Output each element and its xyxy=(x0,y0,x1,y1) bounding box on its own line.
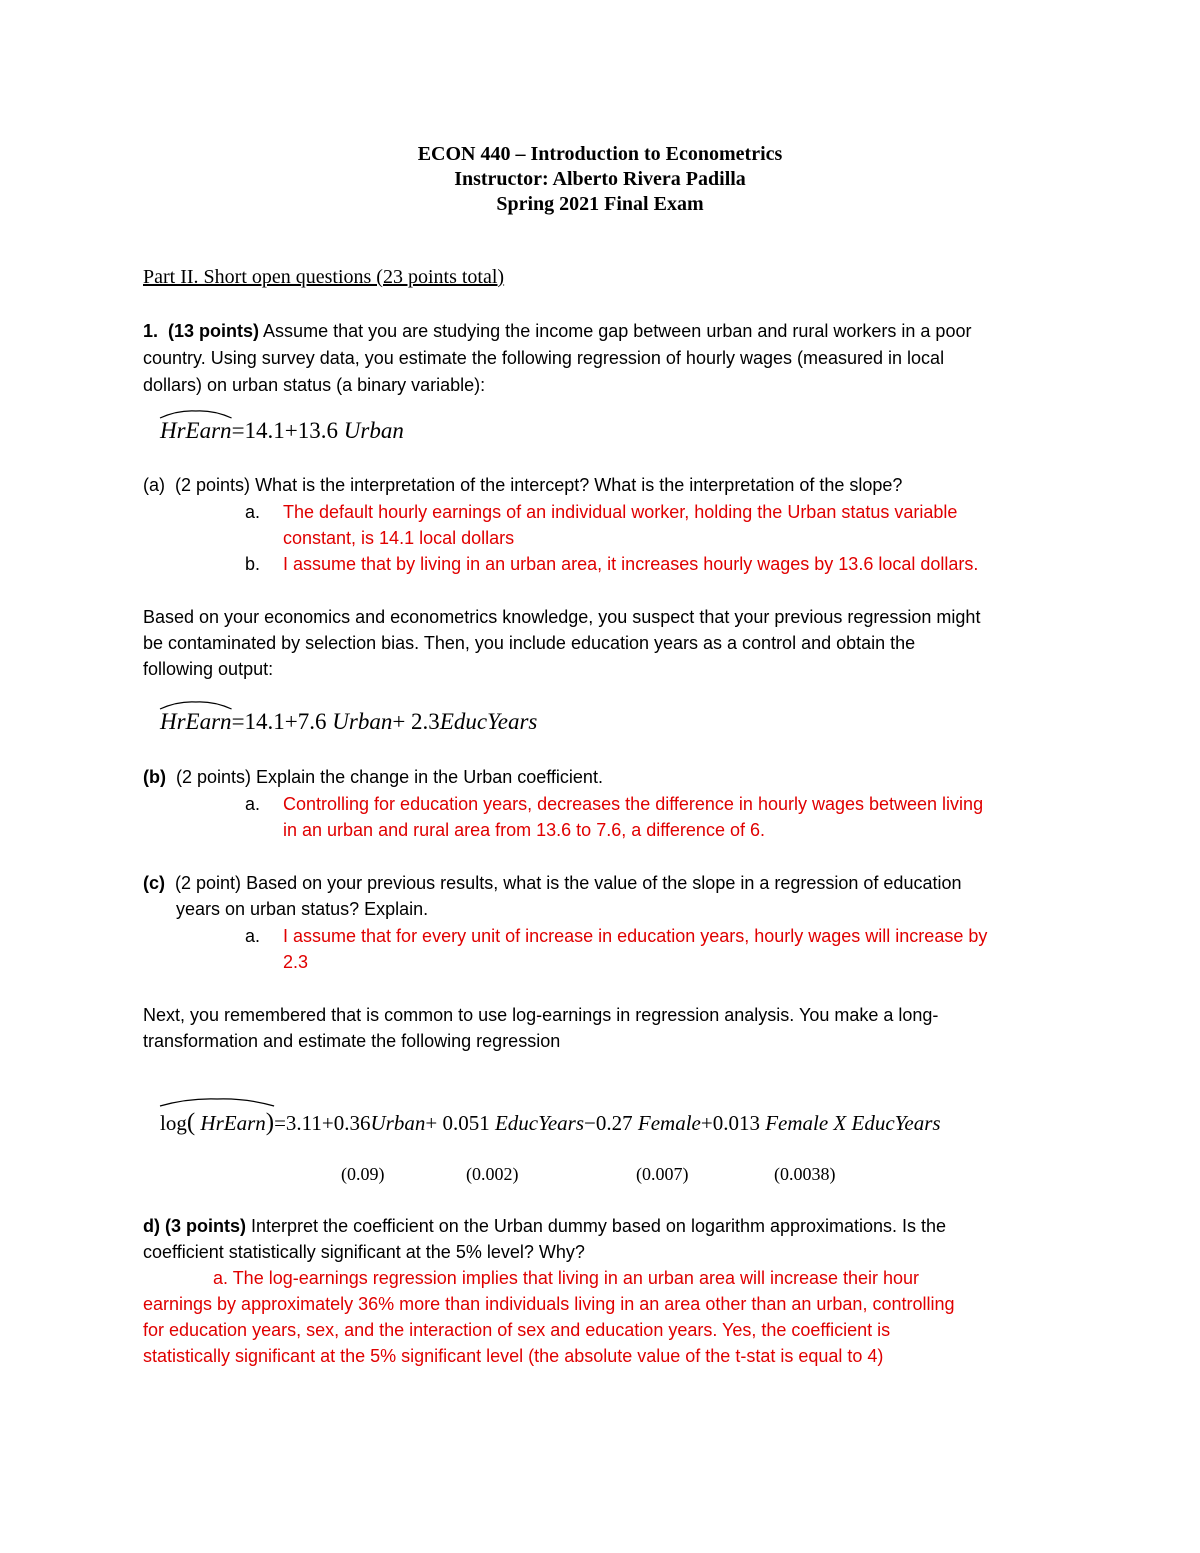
question-1-line-2: country. Using survey data, you estimate the following regression of hourly wages (measured in local xyxy=(143,348,945,368)
regression-equation-2 xyxy=(160,709,537,735)
equation-variable: Urban xyxy=(332,709,393,734)
answer-b-marker: b. xyxy=(245,554,261,574)
equation-coefficients: + 0.051 xyxy=(425,1111,490,1135)
question-text: Interpret the coefficient on the Urban dummy based on logarithm approximations. Is the xyxy=(246,1216,947,1236)
paragraph-3-line-1: Next, you remembered that is common to use log-earnings in regression analysis. You make a long- xyxy=(143,1005,939,1025)
answer-d-line-3: for education years, sex, and the interaction of sex and education years. Yes, the coefficient is xyxy=(143,1320,891,1340)
answer-text: The log-earnings regression implies that living in an urban area will increase their hour xyxy=(228,1268,920,1288)
answer-marker: a. xyxy=(245,794,261,814)
part-title: Part II. Short open questions (23 points total) xyxy=(143,266,505,288)
question-points: (2 points) xyxy=(176,767,252,787)
paragraph-2-line-3: following output: xyxy=(143,659,274,679)
answer-d-line-2: earnings by approximately 36% more than individuals living in an area other than an urban, controlling xyxy=(143,1294,955,1314)
log-operator: log xyxy=(160,1111,187,1135)
question-d-line-2: coefficient statistically significant at the 5% level? Why? xyxy=(143,1242,585,1262)
question-b xyxy=(143,764,603,790)
question-text: Explain the change in the Urban coefficient. xyxy=(251,767,603,787)
hat-term xyxy=(160,709,232,735)
question-1-line-3: dollars) on urban status (a binary variable): xyxy=(143,375,486,395)
answer-b-line-1: Controlling for education years, decreases the difference in hourly wages between living xyxy=(283,794,984,814)
equation-variable: EducYears xyxy=(439,709,538,734)
hat-term xyxy=(160,418,232,444)
question-text: Assume that you are studying the income gap between urban and rural workers in a poor xyxy=(259,321,972,341)
equation-variable: Urban xyxy=(370,1111,426,1135)
hat-term: log( HrEarn) xyxy=(160,1109,274,1137)
answer-b-line-2: in an urban and rural area from 13.6 to 7.6, a difference of 6. xyxy=(283,820,765,840)
equation-coefficients: =14.1+7.6 xyxy=(231,709,333,734)
question-points: (13 points) xyxy=(168,321,260,341)
hat-accent xyxy=(160,409,232,419)
question-1-line-1 xyxy=(143,318,971,344)
question-d xyxy=(143,1213,946,1239)
equation-coefficients: −0.27 xyxy=(584,1111,633,1135)
equation-variable: Female X EducYears xyxy=(765,1111,941,1135)
equation-coefficients: =14.1+13.6 xyxy=(231,418,344,443)
paragraph-3-line-2: transformation and estimate the following regression xyxy=(143,1031,561,1051)
standard-error-urban: (0.09) xyxy=(341,1164,385,1184)
hat-accent xyxy=(160,700,232,710)
equation-variable: Urban xyxy=(343,418,404,443)
dependent-variable: HrEarn xyxy=(160,418,232,443)
answer-a-marker: a. xyxy=(245,502,261,522)
question-c xyxy=(143,870,961,896)
instructor-line: Instructor: Alberto Rivera Padilla xyxy=(454,168,746,190)
answer-marker: a. xyxy=(245,926,261,946)
answer-d-line-1 xyxy=(213,1265,919,1291)
course-title: ECON 440 – Introduction to Econometrics xyxy=(417,143,783,165)
answer-d-line-4: statistically significant at the 5% significant level (the absolute value of the t-stat is equal to 4) xyxy=(143,1346,884,1366)
question-c-line-2: years on urban status? Explain. xyxy=(176,899,429,919)
question-label: (c) xyxy=(143,873,165,893)
question-label: d) xyxy=(143,1216,160,1236)
question-points: (3 points) xyxy=(165,1216,247,1236)
answer-c-line-1: I assume that for every unit of increase in education years, hourly wages will increase by xyxy=(283,926,988,946)
question-points: (2 points) xyxy=(175,475,251,495)
equation-variable: EducYears xyxy=(494,1111,585,1135)
question-points: (2 point) xyxy=(175,873,242,893)
equation-coefficients: + 2.3 xyxy=(392,709,440,734)
standard-error-educyears: (0.002) xyxy=(466,1164,519,1184)
standard-error-female: (0.007) xyxy=(636,1164,689,1184)
question-text: What is the interpretation of the intercept? What is the interpretation of the slope? xyxy=(250,475,903,495)
dependent-variable: HrEarn xyxy=(200,1111,266,1135)
hat-accent xyxy=(160,1097,274,1107)
equation-coefficients: =3.11+0.36 xyxy=(274,1111,371,1135)
exam-title: Spring 2021 Final Exam xyxy=(496,193,704,215)
question-label: (a) xyxy=(143,475,165,495)
dependent-variable: HrEarn xyxy=(160,709,232,734)
standard-error-interaction: (0.0038) xyxy=(774,1164,836,1184)
answer-marker: a. xyxy=(213,1268,229,1288)
answer-b-line-1: I assume that by living in an urban area, it increases hourly wages by 13.6 local dollars. xyxy=(283,554,979,574)
paragraph-2-line-2: be contaminated by selection bias. Then, you include education years as a control and obtain the xyxy=(143,633,916,653)
question-text: Based on your previous results, what is the value of the slope in a regression of education xyxy=(241,873,962,893)
regression-equation-3 xyxy=(160,1109,941,1137)
equation-variable: Female xyxy=(637,1111,701,1135)
paragraph-2-line-1: Based on your economics and econometrics knowledge, you suspect that your previous regression might xyxy=(143,607,981,627)
equation-coefficients: +0.013 xyxy=(700,1111,760,1135)
regression-equation-1 xyxy=(160,418,404,444)
question-label: (b) xyxy=(143,767,166,787)
answer-c-line-2: 2.3 xyxy=(283,952,309,972)
answer-a-line-2: constant, is 14.1 local dollars xyxy=(283,528,515,548)
question-number: 1. xyxy=(143,321,159,341)
question-a xyxy=(143,472,902,498)
answer-a-line-1: The default hourly earnings of an individual worker, holding the Urban status variable xyxy=(283,502,958,522)
